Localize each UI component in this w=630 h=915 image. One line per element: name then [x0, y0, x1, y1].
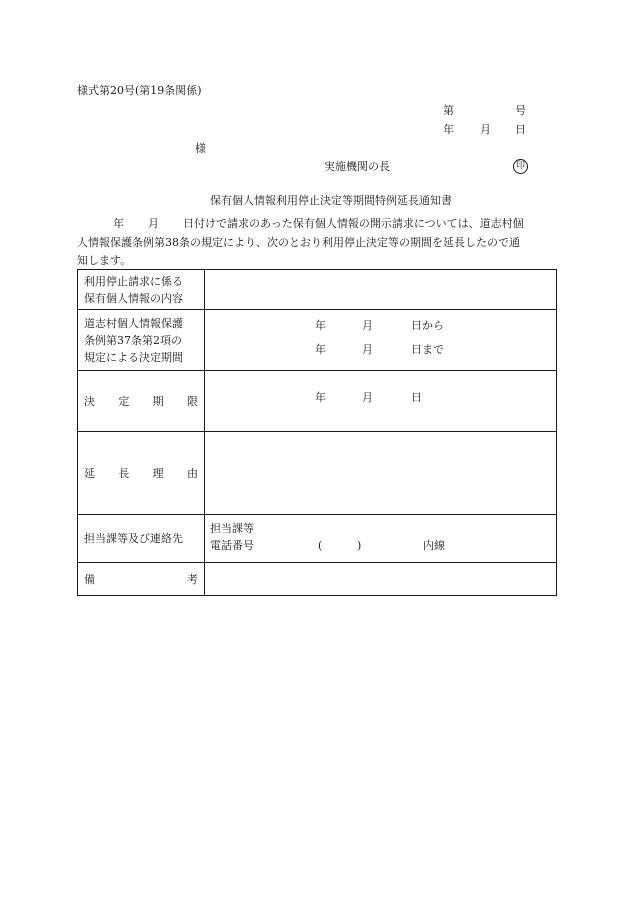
row-contact — [78, 515, 557, 563]
doc-no-go: 号 — [515, 104, 526, 117]
seal-mark: 印 — [513, 159, 528, 174]
issuer-title: 実施機関の長 — [324, 160, 390, 173]
body-month: 月 — [148, 217, 159, 230]
value-extension-reason — [205, 432, 557, 515]
row-decision-period — [78, 310, 557, 371]
value-remarks — [205, 563, 557, 596]
date-day: 日 — [515, 123, 526, 136]
label-remarks: 備考 — [78, 563, 205, 596]
date-year: 年 — [443, 123, 454, 136]
value-contact: 担当課等 電話番号 ( ) 内線 — [205, 515, 557, 563]
contact-dept: 担当課等 — [210, 522, 254, 535]
body-line2: 人情報保護条例第38条の規定により、次のとおり利用停止決定等の期間を延長したので通 — [77, 236, 520, 249]
value-decision-period: 年 月 日から 年 月 日まで — [205, 310, 557, 371]
row-decision-deadline — [78, 371, 557, 432]
label-request-content: 利用停止請求に係る 保有個人情報の内容 — [78, 270, 205, 310]
row-extension-reason — [78, 432, 557, 515]
label-contact: 担当課等及び連絡先 — [78, 515, 205, 563]
value-decision-deadline: 年 月 日 — [205, 371, 557, 432]
doc-no-dai: 第 — [443, 104, 454, 117]
addressee-sama: 様 — [195, 142, 206, 155]
label-decision-period: 道志村個人情報保護 条例第37条第2項の 規定による決定期間 — [78, 310, 205, 371]
form-number: 様式第20号(第19条関係) — [77, 84, 202, 97]
body-year: 年 — [113, 217, 124, 230]
contact-extension: 内線 — [423, 539, 445, 552]
label-decision-deadline: 決定期限 — [78, 371, 205, 432]
row-remarks — [78, 563, 557, 596]
document-title: 保有個人情報利用停止決定等期間特例延長通知書 — [210, 194, 452, 207]
value-request-content — [205, 270, 557, 310]
row-request-content — [78, 270, 557, 310]
contact-phone-label: 電話番号 — [210, 539, 254, 552]
body-line1: 日付けで請求のあった保有個人情報の開示請求については、道志村個 — [183, 217, 524, 230]
label-extension-reason: 延長理由 — [78, 432, 205, 515]
body-line3: 知します。 — [77, 254, 132, 267]
date-month: 月 — [480, 123, 491, 136]
form-table — [77, 269, 557, 596]
